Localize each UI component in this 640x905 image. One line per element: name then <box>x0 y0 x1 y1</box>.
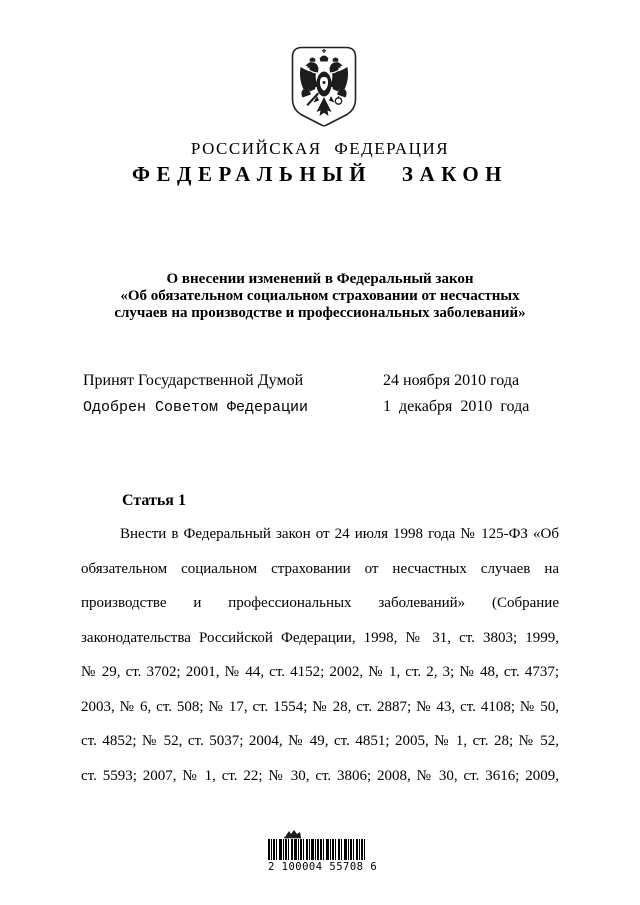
body-line-6: 2003, № 6, ст. 508; № 17, ст. 1554; № 28, ст. 2887; № 43, ст. 4108; № 50, <box>81 698 559 715</box>
country-name: РОССИЙСКАЯ ФЕДЕРАЦИЯ <box>190 139 450 158</box>
law-title-line-1: О внесении изменений в Федеральный закон <box>166 271 474 287</box>
law-title-line-2: «Об обязательном социальном страховании от несчастных <box>120 288 520 304</box>
adoption-block <box>83 372 543 424</box>
document-type-heading: ФЕДЕРАЛЬНЫЙ ЗАКОН <box>132 162 508 186</box>
barcode-block <box>268 827 378 873</box>
body-line-3: производстве и профессиональных заболеваний» (Собрание <box>81 595 559 611</box>
body-line-2: обязательном социальном страховании от несчастных случаев на <box>81 560 559 577</box>
law-title <box>0 271 640 322</box>
print-mark-icon <box>282 827 304 839</box>
adopted-by-duma-label: Принят Государственной Думой <box>83 372 304 389</box>
approved-by-federation-council-row <box>83 398 543 424</box>
body-line-5: № 29, ст. 3702; 2001, № 44, ст. 4152; 2002, № 1, ст. 2, 3; № 48, ст. 4737; <box>81 664 559 680</box>
approved-by-federation-council-date: 1 декабря 2010 года <box>383 398 530 415</box>
article-1-body <box>81 517 559 793</box>
body-line-7: ст. 4852; № 52, ст. 5037; 2004, № 49, ст. 4851; 2005, № 1, ст. 28; № 52, <box>81 733 559 749</box>
article-1-heading: Статья 1 <box>122 492 186 509</box>
coat-of-arms-russia-icon <box>291 46 357 128</box>
approved-by-federation-council-label: Одобрен Советом Федерации <box>83 399 309 416</box>
adopted-by-duma-date: 24 ноября 2010 года <box>383 372 520 389</box>
body-line-4: законодательства Российской Федерации, 1998, № 31, ст. 3803; 1999, <box>81 629 559 646</box>
body-line-1: Внести в Федеральный закон от 24 июля 1998 года № 125-ФЗ «Об <box>120 526 559 542</box>
body-line-8: ст. 5593; 2007, № 1, ст. 22; № 30, ст. 3806; 2008, № 30, ст. 3616; 2009, <box>81 767 559 784</box>
barcode-icon <box>268 839 365 860</box>
adopted-by-duma-row <box>83 372 543 398</box>
law-title-line-3: случаев на производстве и профессиональных заболеваний» <box>114 305 526 321</box>
barcode-number: 2 100004 55708 6 <box>268 861 378 873</box>
